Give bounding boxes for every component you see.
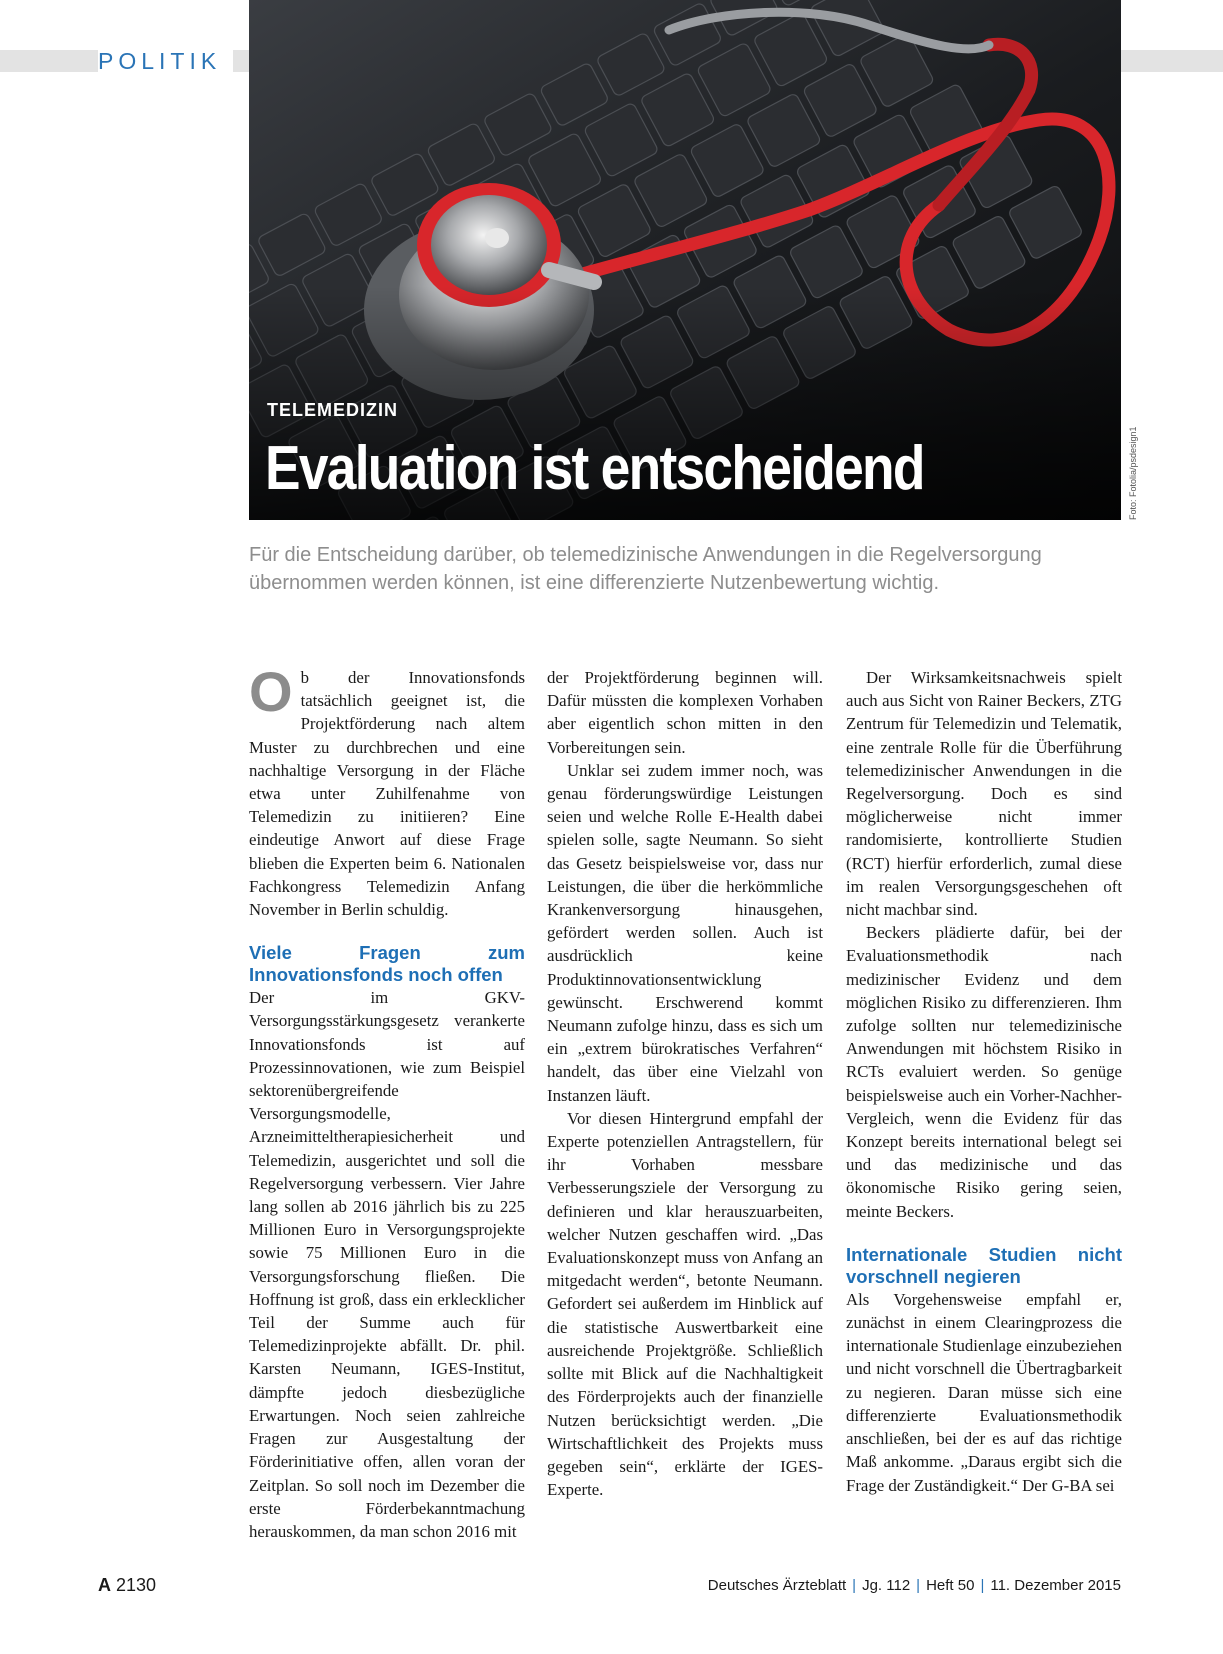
paragraph: Der Wirksamkeitsnachweis spielt auch aus Sicht von Rainer Beckers, ZTG Zentrum für Telemedizin und Telematik, eine zentrale Rolle für die Überführung telemedizinischer Anwendungen in die Regelversorgung. Doch es sind möglicherweise nicht immer randomisierte, kontrollierte Studien (RCT) hierfür erforderlich, zumal diese im realen Versorgungsgeschehen oft nicht machbar sind. [846, 668, 1122, 920]
page-prefix: A [98, 1575, 111, 1595]
article-column-3 [846, 666, 1122, 1497]
paragraph: Beckers plädierte dafür, bei der Evaluationsmethodik nach medizinischer Evidenz und dem möglichen Risiko zu differenzieren. Ihm zufolge sollten nur telemedizinische Anwendungen mit höchstem Risiko in RCTs evaluiert werden. So genüge beispielsweise auch ein Vorher-Nachher-Vergleich, wenn die Evidenz für das Konzept bereits international belegt sei und das medizinische und das ökonomische Risiko gering seien, meinte Beckers. [846, 923, 1122, 1221]
paragraph: Der im GKV-Versorgungsstärkungsgesetz verankerte Innovationsfonds ist auf Prozessinnovationen, wie zum Beispiel sektorenübergreifende Versorgungsmodelle, Arzneimitteltherapiesicherheit und Telemedizin, ausgerichtet und soll die Regelversorgung verbessern. Vier Jahre lang sollen ab 2016 jährlich bis zu 225 Millionen Euro in Versorgungsprojekte sowie 75 Millionen Euro in die Versorgungsforschung fließen. Die Hoffnung ist groß, dass ein erklecklicher Teil der Summe auch für Telemedizinprojekte abfällt. Dr. phil. Karsten Neumann, IGES-Institut, dämpfte jedoch diesbezügliche Erwartungen. Noch seien zahlreiche Fragen zur Ausgestaltung der Förderinitiative offen, allen voran der Zeitplan. So soll noch im Dezember die erste Förderbekanntmachung herauskommen, da man schon 2016 mit [249, 988, 525, 1541]
paragraph-text: b der Innovationsfonds tatsächlich geeignet ist, die Projektförderung nach altem Muster zu durchbrechen und eine nachhaltige Versorgung in der Fläche etwa unter Zuhilfenahme von Telemedizin zu initiieren? Eine eindeutige Anwort auf diese Frage blieben die Experten beim 6. Nationalen Fachkongress Telemedizin Anfang November in Berlin schuldig. [249, 668, 525, 920]
paragraph [249, 660, 525, 921]
article-title: Evaluation ist entscheidend [265, 434, 924, 503]
journal-name: Deutsches Ärzteblatt [707, 1577, 847, 1594]
journal-date: 11. Dezember 2015 [990, 1577, 1121, 1594]
section-label: POLITIK [98, 46, 233, 76]
subheading: Internationale Studien nicht vorschnell negieren [846, 1243, 1122, 1287]
paragraph: Als Vorgehensweise empfahl er, zunächst in einem Clearingprozess die internationale Studienlage einzubeziehen und nicht vorschnell die Übertragbarkeit zu negieren. Daran müsse sich eine differenzierte Evaluationsmethodik anschließen, bei der es auf das richtige Maß ankomme. „Daraus ergibt sich die Frage der Zuständigkeit.“ Der G-BA sei [846, 1289, 1122, 1495]
paragraph: der Projektförderung beginnen will. Dafür müssten die komplexen Vorhaben aber eigentlich schon mitten in den Vorbereitungen sein. [547, 668, 823, 757]
article-column-2 [547, 666, 823, 1501]
paragraph: Unklar sei zudem immer noch, was genau förderungswürdige Leistungen seien und welche Rolle E-Health dabei spielen solle, sagte Neumann. So sieht das Gesetz beispielsweise vor, dass nur Leistungen, die über die herkömmliche Krankenversorgung hinausgehen, gefördert werden sollen. Auch ist ausdrücklich keine Produktinnovationsentwicklung gewünscht. Erschwerend kommt Neumann zufolge hinzu, dass es sich um ein „extrem bürokratisches Verfahren“ handelt, das über eine Vielzahl von Instanzen läuft. [547, 760, 823, 1105]
article-kicker: TELEMEDIZIN [267, 400, 398, 420]
paragraph: Vor diesen Hintergrund empfahl der Experte potenziellen Antragstellern, für ihr Vorhaben messbare Verbesserungsziele der Versorgung zu definieren und klar herauszuarbeiten, welcher Nutzen geschaffen wird. „Das Evaluationskonzept muss von Anfang an mitgedacht werden“, betonte Neumann. Gefordert sei außerdem im Hinblick auf die statistische Auswertbarkeit eine ausreichende Projektgröße. Schließlich sollte mit Blick auf die Nachhaltigkeit des Förderprojekts auch der finanzielle Nutzen berücksichtigt werden. „Die Wirtschaftlichkeit des Projekts muss gegeben sein“, erklärte der IGES-Experte. [547, 1108, 823, 1500]
journal-volume: Jg. 112 [862, 1577, 911, 1594]
subheading: Viele Fragen zum Innovationsfonds noch offen [249, 942, 525, 986]
page-number-value: 2130 [116, 1575, 157, 1595]
page-number [98, 1575, 156, 1596]
hero-image [249, 0, 1121, 520]
article-column-1 [249, 660, 525, 1543]
drop-cap: O [249, 660, 293, 723]
journal-info: Deutsches Ärzteblatt | Jg. 112 | Heft 50 | 11. Dezember 2015 [707, 1577, 1121, 1594]
photo-credit: Foto: Fotolia/psdesign1 [1128, 426, 1138, 520]
journal-issue: Heft 50 [926, 1577, 975, 1594]
article-lead: Für die Entscheidung darüber, ob telemedizinische Anwendungen in die Regelversorgung übernommen werden können, ist eine differenzierte Nutzenbewertung wichtig. [249, 544, 1042, 594]
